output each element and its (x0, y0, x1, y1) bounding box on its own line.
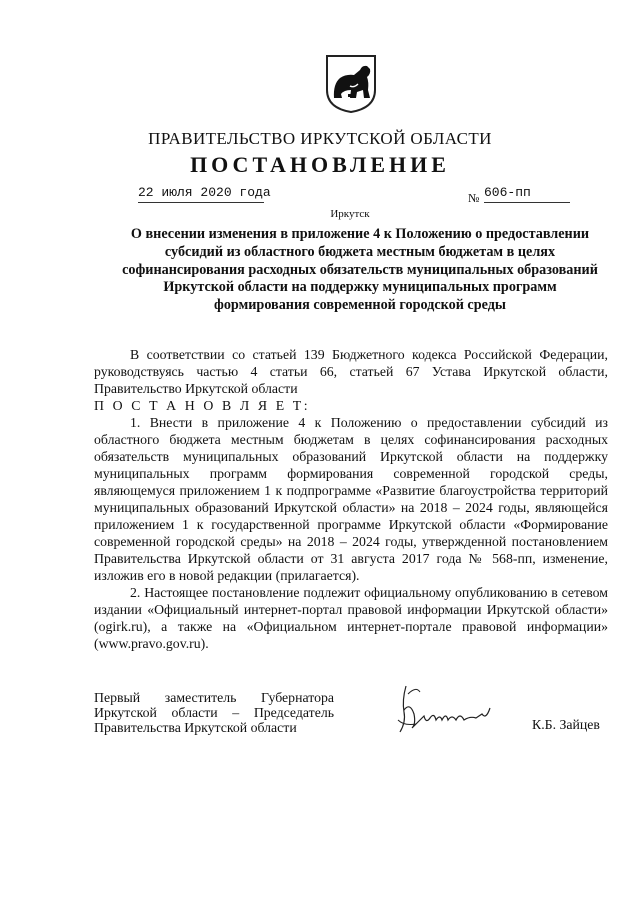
date-underline (138, 202, 264, 203)
heading-line: О внесении изменения в приложение 4 к Положению о предоставлении (130, 226, 590, 242)
signatory-title-line: Иркутской области – Председатель (94, 705, 334, 720)
resolution-heading (90, 226, 630, 315)
preamble-paragraph: В соответствии со статьей 139 Бюджетного кодекса Российской Федерации, руководствуясь частью 4 статьи 66, статьей 67 Устава Иркутской области, Правительство Иркутской области (94, 347, 608, 396)
heading-line: софинансирования расходных обязательств муниципальных образований (122, 261, 598, 278)
handwritten-signature (386, 680, 506, 740)
coat-of-arms-emblem (324, 54, 378, 114)
signatory-title (94, 690, 334, 735)
document-type-title: ПОСТАНОВЛЕНИЕ (190, 152, 450, 177)
signatory-title-line: Первый заместитель Губернатора (94, 690, 334, 705)
heading-line: субсидий из областного бюджета местным бюджетам в целях (164, 243, 556, 260)
document-date: 22 июля 2020 года (138, 185, 271, 200)
number-sign: № (468, 191, 480, 205)
city-name: Иркутск (330, 208, 370, 220)
signatory-name: К.Б. Зайцев (532, 717, 600, 732)
resolves-keyword: П О С Т А Н О В Л Я Е Т: (94, 398, 311, 413)
item-2-paragraph: 2. Настоящее постановление подлежит официальному опубликованию в сетевом издании «Официальный интернет-портал правовой информации Иркутской области» (ogirk.ru), а также на «Официальном интернет-портале правовой информации» (www.pravo.gov.ru). (94, 585, 608, 651)
document-number: 606-пп (484, 185, 531, 200)
government-name: ПРАВИТЕЛЬСТВО ИРКУТСКОЙ ОБЛАСТИ (148, 129, 492, 148)
number-underline (484, 202, 570, 203)
heading-line: формирования современной городской среды (214, 297, 506, 314)
heading-line: Иркутской области на поддержку муниципальных программ (163, 279, 557, 296)
document-body (94, 346, 608, 652)
item-1-paragraph: 1. Внести в приложение 4 к Положению о предоставлении субсидий из областного бюджета местным бюджетам в целях софинансирования расходных обязательств муниципальных образований Иркутской области на поддержку муниципальных программ формирования современной городской среды, являющемуся приложением 1 к подпрограмме «Развитие благоустройства территорий муниципальных образований Иркутской области» на 2018 – 2024 годы, являющейся приложением 1 к государственной программе Иркутской области «Формирование современной городской среды» на 2018 – 2024 годы, утвержденной постановлением Правительства Иркутской области от 31 августа 2017 года № 568-пп, изменение, изложив его в новой редакции (прилагается). (94, 415, 608, 583)
signatory-title-line: Правительства Иркутской области (94, 720, 297, 735)
